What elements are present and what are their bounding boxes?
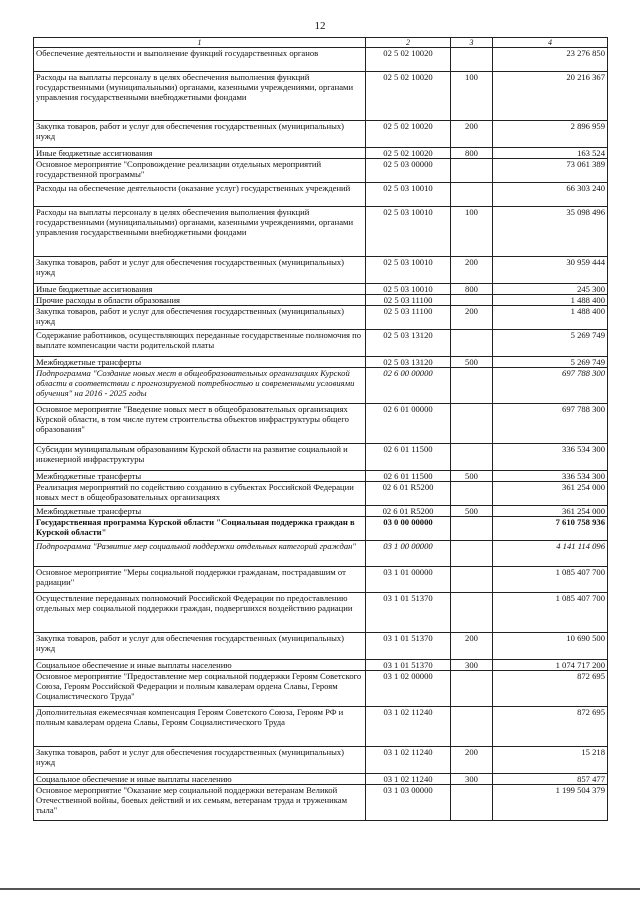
row-expense-type: 200 [451,306,493,330]
table-row [34,471,608,482]
row-amount: 35 098 496 [493,207,608,257]
row-amount: 697 788 300 [493,368,608,404]
column-header-1: 1 [34,38,366,48]
table-row [34,785,608,821]
row-description: Основное мероприятие "Оказание мер социальной поддержки ветеранам Великой Отечественной войны, боевых действий и их семьям, ветеранам труда и труженикам тыла" [34,785,366,821]
table-row [34,257,608,284]
row-amount: 1 085 407 700 [493,593,608,633]
row-expense-type: 200 [451,747,493,774]
row-description: Межбюджетные трансферты [34,506,366,517]
page-number: 12 [314,20,326,32]
row-amount: 4 141 114 096 [493,541,608,567]
row-description: Закупка товаров, работ и услуг для обеспечения государственных (муниципальных) нужд [34,306,366,330]
row-expense-type: 100 [451,72,493,121]
row-code: 02 5 03 11100 [366,295,451,306]
row-description: Подпрограмма "Создание новых мест в общеобразовательных организациях Курской области в соответствии с прогнозируемой потребностью и современными условиями обучения" на 2016 - 2025 годы [34,368,366,404]
row-code: 03 1 02 11240 [366,707,451,747]
row-expense-type: 300 [451,660,493,671]
table-row [34,774,608,785]
row-code: 02 5 03 10010 [366,183,451,207]
table-row [34,48,608,72]
row-amount: 30 959 444 [493,257,608,284]
row-code: 03 1 00 00000 [366,541,451,567]
row-amount: 336 534 300 [493,471,608,482]
row-expense-type: 200 [451,257,493,284]
row-description: Государственная программа Курской области "Социальная поддержка граждан в Курской области" [34,517,366,541]
row-amount: 15 218 [493,747,608,774]
row-code: 02 5 03 13120 [366,357,451,368]
row-code: 03 0 00 00000 [366,517,451,541]
table-row [34,368,608,404]
row-code: 02 5 02 10020 [366,48,451,72]
table-row [34,148,608,159]
table-row [34,482,608,506]
row-code: 02 6 01 R5200 [366,482,451,506]
row-code: 03 1 01 51370 [366,593,451,633]
row-description: Расходы на выплаты персоналу в целях обеспечения выполнения функций государственными (муниципальными) органами, казенными учреждениями, органами управления государственными внебюджетными фондами [34,72,366,121]
row-amount: 872 695 [493,707,608,747]
budget-table [33,37,608,821]
row-description: Прочие расходы в области образования [34,295,366,306]
row-expense-type [451,444,493,471]
row-amount: 1 085 407 700 [493,567,608,593]
row-amount: 73 061 389 [493,159,608,183]
row-amount: 2 896 959 [493,121,608,148]
row-expense-type: 500 [451,506,493,517]
row-expense-type: 800 [451,284,493,295]
row-amount: 1 199 504 379 [493,785,608,821]
row-code: 02 5 02 10020 [366,148,451,159]
table-row [34,506,608,517]
row-code: 02 5 02 10020 [366,121,451,148]
row-code: 03 1 02 00000 [366,671,451,707]
table-row [34,593,608,633]
row-amount: 7 610 758 936 [493,517,608,541]
row-description: Подпрограмма "Развитие мер социальной поддержки отдельных категорий граждан" [34,541,366,567]
table-row [34,72,608,121]
row-description: Закупка товаров, работ и услуг для обеспечения государственных (муниципальных) нужд [34,747,366,774]
row-description: Иные бюджетные ассигнования [34,148,366,159]
column-header-3: 3 [451,38,493,48]
row-description: Дополнительная ежемесячная компенсация Героям Советского Союза, Героям РФ и полным кавалерам ордена Славы, Героям Социалистического Труда [34,707,366,747]
row-description: Субсидии муниципальным образованиям Курской области на развитие социальной и инженерной инфраструктуры [34,444,366,471]
row-code: 02 6 01 00000 [366,404,451,444]
row-description: Реализация мероприятий по содействию созданию в субъектах Российской Федерации новых мест в общеобразовательных организациях [34,482,366,506]
row-code: 03 1 01 51370 [366,633,451,660]
column-header-2: 2 [366,38,451,48]
row-expense-type [451,785,493,821]
row-code: 02 5 03 10010 [366,284,451,295]
row-expense-type [451,707,493,747]
row-expense-type: 300 [451,774,493,785]
table-row [34,567,608,593]
row-expense-type [451,567,493,593]
row-description: Социальное обеспечение и иные выплаты населению [34,660,366,671]
row-description: Основное мероприятие "Меры социальной поддержки гражданам, пострадавшим от радиации" [34,567,366,593]
row-amount: 66 303 240 [493,183,608,207]
row-code: 02 5 03 10010 [366,207,451,257]
table-header-row [34,38,608,48]
row-description: Основное мероприятие "Введение новых мест в общеобразовательных организациях Курской области, в том числе путем строительства объектов инфраструктуры общего образования" [34,404,366,444]
row-amount: 336 534 300 [493,444,608,471]
row-expense-type: 500 [451,471,493,482]
row-amount: 10 690 500 [493,633,608,660]
row-amount: 1 488 400 [493,306,608,330]
row-expense-type [451,541,493,567]
table-row [34,121,608,148]
row-description: Основное мероприятие "Предоставление мер социальной поддержки Героям Советского Союза, Героям Российской Федерации и полным кавалерам ордена Славы, Героям Социалистического Труда" [34,671,366,707]
row-code: 02 6 01 11500 [366,471,451,482]
row-amount: 20 216 367 [493,72,608,121]
table-row [34,660,608,671]
row-code: 03 1 03 00000 [366,785,451,821]
table-row [34,295,608,306]
row-expense-type [451,368,493,404]
table-row [34,671,608,707]
row-amount: 1 488 400 [493,295,608,306]
bottom-divider [0,888,640,890]
row-amount: 697 788 300 [493,404,608,444]
table-row [34,444,608,471]
row-code: 03 1 02 11240 [366,747,451,774]
row-description: Закупка товаров, работ и услуг для обеспечения государственных (муниципальных) нужд [34,257,366,284]
table-row [34,159,608,183]
row-expense-type [451,295,493,306]
column-header-4: 4 [493,38,608,48]
row-code: 02 5 03 13120 [366,330,451,357]
row-expense-type [451,183,493,207]
row-amount: 245 300 [493,284,608,295]
table-row [34,747,608,774]
table-row [34,183,608,207]
row-code: 02 5 03 10010 [366,257,451,284]
table-row [34,707,608,747]
row-amount: 361 254 000 [493,482,608,506]
row-description: Социальное обеспечение и иные выплаты населению [34,774,366,785]
row-description: Расходы на выплаты персоналу в целях обеспечения выполнения функций государственными (муниципальными) органами, казенными учреждениями, органами управления государственными внебюджетными фондами [34,207,366,257]
table-row [34,541,608,567]
row-amount: 5 269 749 [493,357,608,368]
row-expense-type: 100 [451,207,493,257]
row-code: 02 6 01 R5200 [366,506,451,517]
row-description: Осуществление переданных полномочий Российской Федерации по предоставлению отдельных мер социальной поддержки граждан, подвергшихся воздействию радиации [34,593,366,633]
row-expense-type [451,159,493,183]
row-code: 03 1 01 51370 [366,660,451,671]
row-description: Основное мероприятие "Сопровождение реализации отдельных мероприятий государственной программы" [34,159,366,183]
table-row [34,357,608,368]
row-expense-type [451,404,493,444]
row-description: Межбюджетные трансферты [34,471,366,482]
row-code: 03 1 02 11240 [366,774,451,785]
row-description: Закупка товаров, работ и услуг для обеспечения государственных (муниципальных) нужд [34,121,366,148]
row-description: Обеспечение деятельности и выполнение функций государственных органов [34,48,366,72]
row-code: 02 6 01 11500 [366,444,451,471]
table-row [34,633,608,660]
row-expense-type [451,517,493,541]
row-description: Расходы на обеспечение деятельности (оказание услуг) государственных учреждений [34,183,366,207]
row-description: Содержание работников, осуществляющих переданные государственные полномочия по выплате компенсации части родительской платы [34,330,366,357]
row-amount: 5 269 749 [493,330,608,357]
row-amount: 857 477 [493,774,608,785]
row-expense-type [451,330,493,357]
row-description: Иные бюджетные ассигнования [34,284,366,295]
table-row [34,284,608,295]
row-code: 02 5 03 00000 [366,159,451,183]
row-expense-type: 800 [451,148,493,159]
row-expense-type [451,482,493,506]
table-row [34,207,608,257]
row-expense-type [451,593,493,633]
row-code: 02 5 03 11100 [366,306,451,330]
row-code: 03 1 01 00000 [366,567,451,593]
row-amount: 163 524 [493,148,608,159]
row-amount: 1 074 717 200 [493,660,608,671]
row-code: 02 6 00 00000 [366,368,451,404]
row-description: Закупка товаров, работ и услуг для обеспечения государственных (муниципальных) нужд [34,633,366,660]
row-expense-type: 200 [451,633,493,660]
table-row [34,306,608,330]
table-row [34,330,608,357]
row-code: 02 5 02 10020 [366,72,451,121]
row-expense-type: 500 [451,357,493,368]
row-amount: 872 695 [493,671,608,707]
row-expense-type [451,48,493,72]
row-amount: 23 276 850 [493,48,608,72]
row-expense-type [451,671,493,707]
row-description: Межбюджетные трансферты [34,357,366,368]
table-row [34,517,608,541]
table-row [34,404,608,444]
row-amount: 361 254 000 [493,506,608,517]
row-expense-type: 200 [451,121,493,148]
